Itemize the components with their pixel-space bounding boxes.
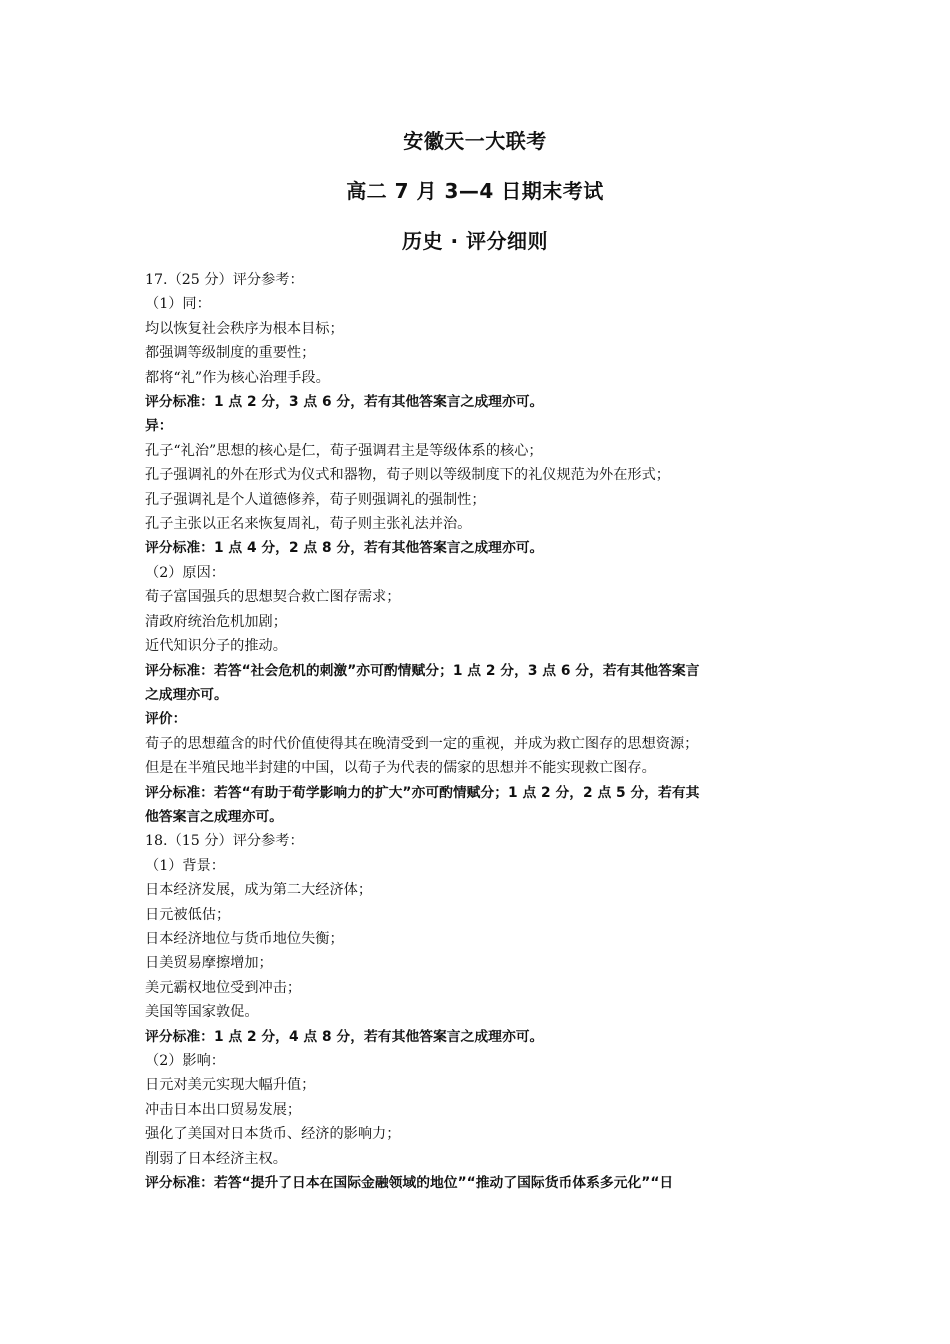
answer-line: （1）背景： bbox=[145, 857, 225, 874]
answer-line: （2）原因： bbox=[145, 564, 225, 581]
answer-line: 荀子富国强兵的思想契合救亡图存需求； bbox=[145, 589, 401, 606]
answer-line: 近代知识分子的推动。 bbox=[145, 638, 287, 655]
answer-line: 都将“礼”作为核心治理手段。 bbox=[145, 369, 330, 386]
answer-line: 日美贸易摩擦增加； bbox=[145, 955, 273, 972]
answer-line: 孔子“礼治”思想的核心是仁，荀子强调君主是等级体系的核心； bbox=[145, 442, 543, 459]
scoring-standard-line: 评分标准：若答“提升了日本在国际金融领域的地位”“推动了国际货币体系多元化”“日 bbox=[145, 1175, 674, 1192]
scoring-standard-line: 评分标准：1 点 2 分，3 点 6 分，若有其他答案言之成理亦可。 bbox=[145, 394, 544, 411]
answer-line: 日元被低估； bbox=[145, 906, 231, 923]
answer-line: 日元对美元实现大幅升值； bbox=[145, 1077, 316, 1094]
answer-line: 均以恢复社会秩序为根本目标； bbox=[145, 320, 344, 337]
answer-line: 强化了美国对日本货币、经济的影响力； bbox=[145, 1126, 401, 1143]
answer-line: （1）同： bbox=[145, 296, 211, 313]
answer-line: 日本经济发展，成为第二大经济体； bbox=[145, 882, 373, 899]
answer-line: （2）影响： bbox=[145, 1053, 225, 1069]
answer-line: 清政府统治危机加剧； bbox=[145, 613, 287, 630]
answer-line: 冲击日本出口贸易发展； bbox=[145, 1101, 302, 1118]
answer-line: 美国等国家敦促。 bbox=[145, 1004, 259, 1021]
scoring-standard-line: 评分标准：1 点 2 分，4 点 8 分，若有其他答案言之成理亦可。 bbox=[145, 1028, 544, 1045]
answer-line: 孔子强调礼是个人道德修养，荀子则强调礼的强制性； bbox=[145, 491, 486, 508]
subject-title: 历史 · 评分细则 bbox=[401, 229, 549, 253]
answer-line: 荀子的思想蕴含的时代价值使得其在晚清受到一定的重视，并成为救亡图存的思想资源； bbox=[145, 735, 699, 752]
scoring-rules-body bbox=[145, 268, 815, 1195]
answer-line: 但是在半殖民地半封建的中国，以荀子为代表的儒家的思想并不能实现救亡图存。 bbox=[145, 760, 656, 777]
answer-line: 17.（25 分）评分参考： bbox=[145, 272, 304, 288]
answer-line: 孔子主张以正名来恢复周礼，荀子则主张礼法并治。 bbox=[145, 516, 472, 533]
answer-line: 美元霸权地位受到冲击； bbox=[145, 979, 302, 996]
scoring-standard-line: 异： bbox=[145, 418, 173, 435]
exam-name-title: 高二 7 月 3—4 日期末考试 bbox=[346, 179, 604, 203]
answer-line: 日本经济地位与货币地位失衡； bbox=[145, 930, 344, 947]
answer-line: 孔子强调礼的外在形式为仪式和器物，荀子则以等级制度下的礼仪规范为外在形式； bbox=[145, 467, 670, 484]
scoring-standard-line: 评分标准：若答“社会危机的刺激”亦可酌情赋分；1 点 2 分，3 点 6 分，若有其他答案言 bbox=[145, 662, 700, 679]
exam-org-title: 安徽天一大联考 bbox=[403, 129, 547, 153]
scoring-standard-line: 他答案言之成理亦可。 bbox=[145, 808, 283, 825]
answer-line: 18.（15 分）评分参考： bbox=[145, 833, 304, 850]
scoring-standard-line: 评分标准：1 点 4 分，2 点 8 分，若有其他答案言之成理亦可。 bbox=[145, 540, 544, 557]
scoring-standard-line: 之成理亦可。 bbox=[145, 686, 228, 703]
scoring-standard-line: 评分标准：若答“有助于荀学影响力的扩大”亦可酌情赋分；1 点 2 分，2 点 5 分，若有其 bbox=[145, 784, 700, 801]
scoring-standard-line: 评价： bbox=[145, 711, 187, 728]
answer-line: 都强调等级制度的重要性； bbox=[145, 345, 316, 362]
answer-line: 削弱了日本经济主权。 bbox=[145, 1150, 287, 1167]
